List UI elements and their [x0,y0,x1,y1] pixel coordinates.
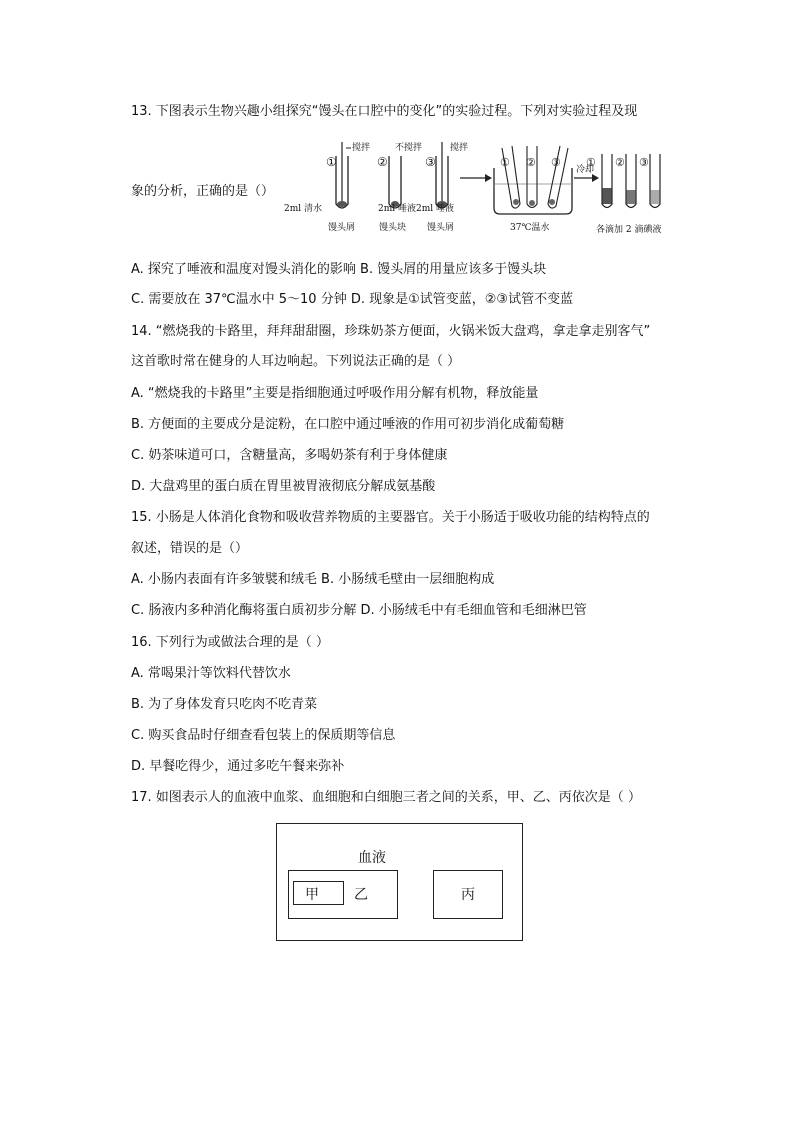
q14-option-d: D. 大盘鸡里的蛋白质在胃里被胃液彻底分解成氨基酸 [131,479,436,494]
liquid2-label: 2ml 唾液 [378,204,416,214]
end-label: 各滴加 2 滴碘液 [596,225,662,235]
liquid1-label: 2ml 清水 [284,204,322,214]
q15-option-cd: C. 肠液内多种消化酶将蛋白质初步分解 D. 小肠绒毛中有毛细血管和毛细淋巴管 [131,603,587,618]
food3-label: 馒头屑 [427,223,455,233]
q14-option-c: C. 奶茶味道可口，含糖量高，多喝奶茶有利于身体健康 [131,448,448,463]
final-tube1-number: ① [586,156,596,169]
bath-tube3-number: ③ [551,156,561,169]
q13-stem-line1: 13. 下图表示生物兴趣小组探究“馒头在口腔中的变化”的实验过程。下列对实验过程及现 [131,104,638,119]
q17-stem-line1: 17. 如图表示人的血液中血浆、血细胞和白细胞三者之间的关系，甲、乙、丙依次是（ ） [131,790,641,805]
food1-label: 馒头屑 [328,223,356,233]
bath-tube1-number: ① [500,156,510,169]
q13-option-ab: A. 探究了唾液和温度对馒头消化的影响 B. 馒头屑的用量应该多于馒头块 [131,262,547,277]
q13-experiment-figure [280,138,670,240]
q17-label-bing: 丙 [461,887,475,903]
q17-label-blood: 血液 [358,850,386,866]
tube3-number: ③ [425,155,436,169]
q16-option-b: B. 为了身体发育只吃肉不吃青菜 [131,697,318,712]
q16-option-c: C. 购买食品时仔细查看包装上的保质期等信息 [131,728,396,743]
q17-label-yi: 乙 [354,887,368,903]
q16-option-d: D. 早餐吃得少，通过多吃午餐来弥补 [131,759,345,774]
q16-option-a: A. 常喝果汁等饮料代替饮水 [131,666,291,681]
q15-option-ab: A. 小肠内表面有许多皱襞和绒毛 B. 小肠绒毛壁由一层细胞构成 [131,572,495,587]
food2-label: 馒头块 [379,223,407,233]
liquid3-label: 2ml 唾液 [416,204,454,214]
nostir-label: 不搅拌 [395,143,423,153]
q14-option-b: B. 方便面的主要成分是淀粉，在口腔中通过唾液的作用可初步消化成葡萄糖 [131,417,565,432]
q14-option-a: A. “燃烧我的卡路里”主要是指细胞通过呼吸作用分解有机物，释放能量 [131,386,539,401]
final-tube3-number: ③ [639,156,649,169]
q15-stem-line1: 15. 小肠是人体消化食物和吸收营养物质的主要器官。关于小肠适于吸收功能的结构特点的 [131,510,650,525]
q14-stem-line2: 这首歌时常在健身的人耳边响起。下列说法正确的是（ ） [131,354,461,369]
stir1-label: 搅拌 [352,143,371,153]
stir3-label: 搅拌 [450,143,469,153]
q16-stem-line1: 16. 下列行为或做法合理的是（ ） [131,635,329,650]
q13-option-cd: C. 需要放在 37℃温水中 5～10 分钟 D. 现象是①试管变蓝，②③试管不变蓝 [131,292,574,307]
q14-stem-line1: 14. “燃烧我的卡路里，拜拜甜甜圈，珍珠奶茶方便面，火锅米饭大盘鸡，拿走拿走别客气” [131,324,651,339]
final-tube2-number: ② [615,156,625,169]
cool-label: 冷却 [576,165,595,175]
q15-stem-line2: 叙述，错误的是（） [131,541,249,556]
q13-stem-line2: 象的分析，正确的是（） [131,184,275,199]
tube1-number: ① [326,155,337,169]
bath-tube2-number: ② [526,156,536,169]
q17-label-jia: 甲 [305,887,319,903]
bath-label: 37℃温水 [510,223,550,233]
tube2-number: ② [377,155,388,169]
